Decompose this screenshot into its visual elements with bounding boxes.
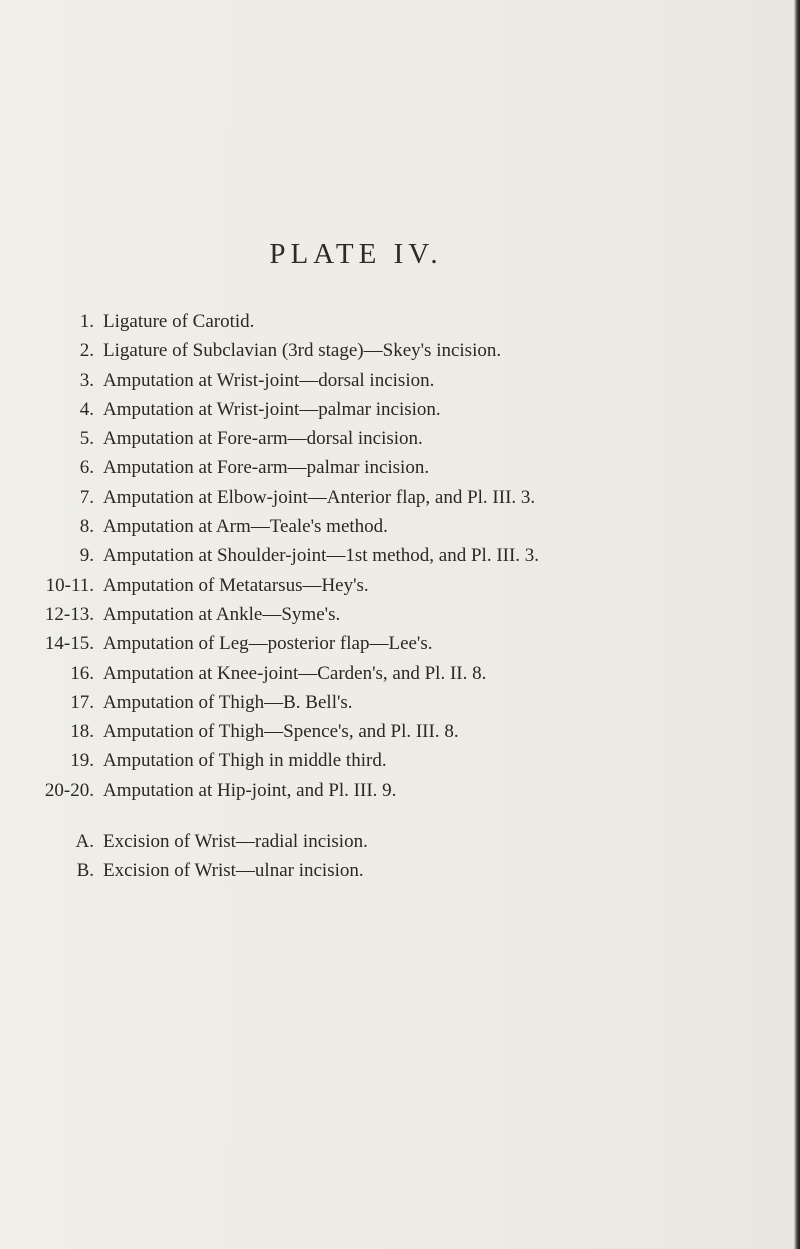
entry-letter: B. bbox=[76, 860, 94, 882]
entry-text: Amputation at Knee-joint—Carden's, and Pl. II. 8. bbox=[103, 662, 487, 684]
entry-text: Excision of Wrist—ulnar incision. bbox=[103, 860, 364, 882]
entry-text: Amputation at Fore-arm—dorsal incision. bbox=[103, 428, 423, 450]
entry-number: 8. bbox=[79, 516, 94, 538]
entry-number: 9. bbox=[79, 545, 94, 567]
entry-text: Amputation at Wrist-joint—palmar incision. bbox=[103, 398, 441, 420]
entry-letter: A. bbox=[75, 831, 94, 853]
entry-number: 18. bbox=[70, 721, 94, 743]
entry-text: Amputation at Wrist-joint—dorsal incision. bbox=[103, 369, 435, 391]
entry-text: Amputation at Hip-joint, and Pl. III. 9. bbox=[103, 779, 397, 801]
entry-text: Ligature of Subclavian (3rd stage)—Skey's incision. bbox=[103, 340, 502, 362]
entry-text: Amputation of Thigh—B. Bell's. bbox=[103, 691, 353, 713]
entry-number: 6. bbox=[79, 457, 94, 479]
entry-number: 5. bbox=[79, 428, 94, 450]
entry-text: Amputation of Leg—posterior flap—Lee's. bbox=[103, 633, 433, 655]
entry-number: 7. bbox=[79, 486, 94, 508]
entry-text: Amputation at Shoulder-joint—1st method, and Pl. III. 3. bbox=[103, 545, 540, 567]
entry-number: 10-11. bbox=[45, 574, 94, 596]
entry-number: 16. bbox=[70, 662, 94, 684]
entry-text: Amputation at Elbow-joint—Anterior flap, and Pl. III. 3. bbox=[103, 486, 536, 508]
page-edge-shadow bbox=[794, 0, 800, 1249]
entry-number: 1. bbox=[79, 311, 94, 332]
entry-text: Amputation of Thigh—Spence's, and Pl. III. 8. bbox=[103, 721, 459, 743]
entry-number: 4. bbox=[79, 398, 94, 420]
entry-number: 17. bbox=[70, 691, 94, 713]
entry-text: Amputation at Ankle—Syme's. bbox=[103, 603, 341, 625]
entry-number: 19. bbox=[70, 750, 94, 772]
entry-text: Excision of Wrist—radial incision. bbox=[103, 831, 368, 853]
entry-text: Amputation of Thigh in middle third. bbox=[103, 750, 387, 772]
entry-text: Amputation of Metatarsus—Hey's. bbox=[103, 574, 369, 596]
entry-number: 12-13. bbox=[44, 603, 94, 625]
entry-number: 20-20. bbox=[44, 779, 94, 801]
plate-title: PLATE IV. bbox=[269, 238, 443, 270]
entry-number: 14-15. bbox=[44, 633, 94, 655]
entry-text: Amputation at Arm—Teale's method. bbox=[103, 516, 388, 538]
entry-number: 3. bbox=[79, 369, 94, 391]
entry-text: Ligature of Carotid. bbox=[103, 311, 255, 332]
entry-text: Amputation at Fore-arm—palmar incision. bbox=[103, 457, 430, 479]
entry-number: 2. bbox=[79, 340, 94, 362]
